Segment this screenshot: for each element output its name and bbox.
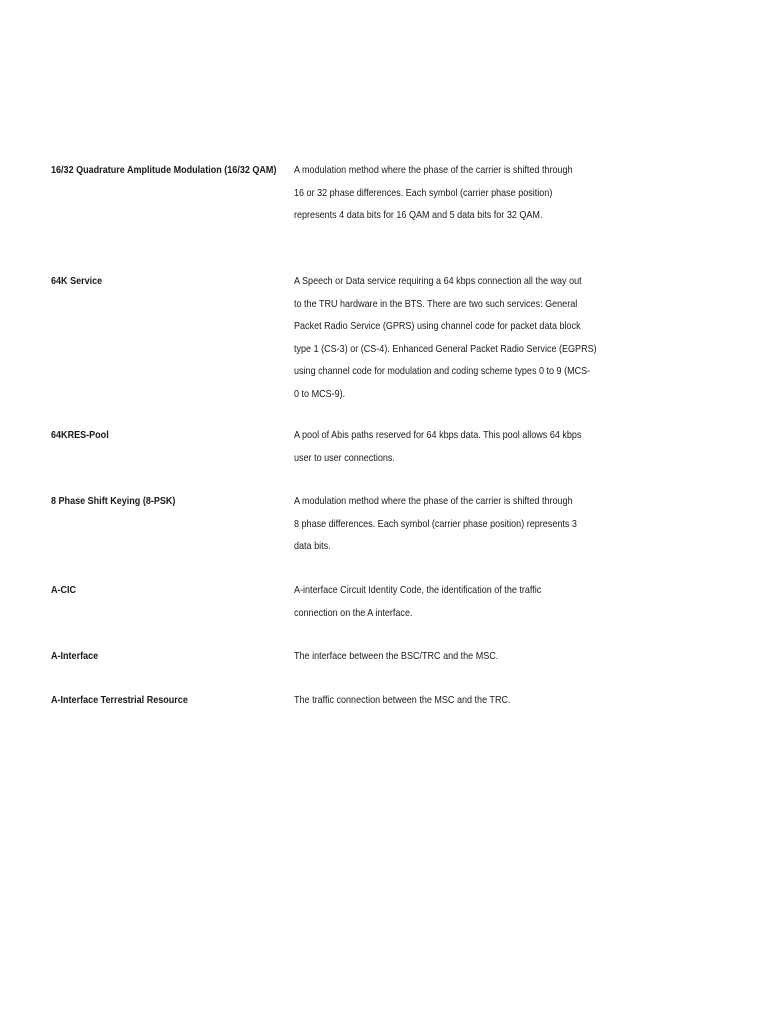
glossary-term: A-Interface <box>51 650 99 662</box>
definition-line: data bits. <box>294 540 331 552</box>
glossary-term: 64K Service <box>51 275 103 287</box>
glossary-definition <box>294 645 586 668</box>
glossary-term: 64KRES-Pool <box>51 429 109 441</box>
definition-line: The traffic connection between the MSC and the TRC. <box>294 694 511 706</box>
definition-line: A pool of Abis paths reserved for 64 kbps data. This pool allows 64 kbps <box>294 429 582 441</box>
glossary-definition <box>294 490 586 558</box>
definition-line: A Speech or Data service requiring a 64 kbps connection all the way out <box>294 275 582 287</box>
definition-line: 16 or 32 phase differences. Each symbol (carrier phase position) <box>294 186 553 199</box>
glossary-definition <box>294 689 586 712</box>
glossary-definition <box>294 159 586 227</box>
definition-line: A modulation method where the phase of the carrier is shifted through <box>294 495 573 507</box>
definition-line: 8 phase differences. Each symbol (carrier phase position) represents 3 <box>294 517 577 530</box>
definition-line: Packet Radio Service (GPRS) using channel code for packet data block <box>294 320 581 332</box>
glossary-term: A-CIC <box>51 584 77 596</box>
glossary-term: A-Interface Terrestrial Resource <box>51 694 188 706</box>
definition-line: 0 to MCS-9). <box>294 387 346 400</box>
definition-line: to the TRU hardware in the BTS. There are two such services: General <box>294 297 578 310</box>
glossary-definition <box>294 424 586 469</box>
glossary-term: 16/32 Quadrature Amplitude Modulation (16/32 QAM) <box>51 164 277 176</box>
definition-line: using channel code for modulation and coding scheme types 0 to 9 (MCS- <box>294 365 591 377</box>
definition-line: connection on the A interface. <box>294 606 413 619</box>
glossary-term: 8 Phase Shift Keying (8-PSK) <box>51 495 176 507</box>
definition-line: The interface between the BSC/TRC and the MSC. <box>294 650 499 662</box>
definition-line: A-interface Circuit Identity Code, the identification of the traffic <box>294 584 542 596</box>
definition-line: user to user connections. <box>294 451 395 464</box>
definition-line: A modulation method where the phase of the carrier is shifted through <box>294 164 573 176</box>
glossary-definition <box>294 579 586 624</box>
definition-line: represents 4 data bits for 16 QAM and 5 data bits for 32 QAM. <box>294 209 543 221</box>
definition-line: type 1 (CS-3) or (CS-4). Enhanced General Packet Radio Service (EGPRS) <box>294 342 597 355</box>
glossary-definition <box>294 270 597 405</box>
